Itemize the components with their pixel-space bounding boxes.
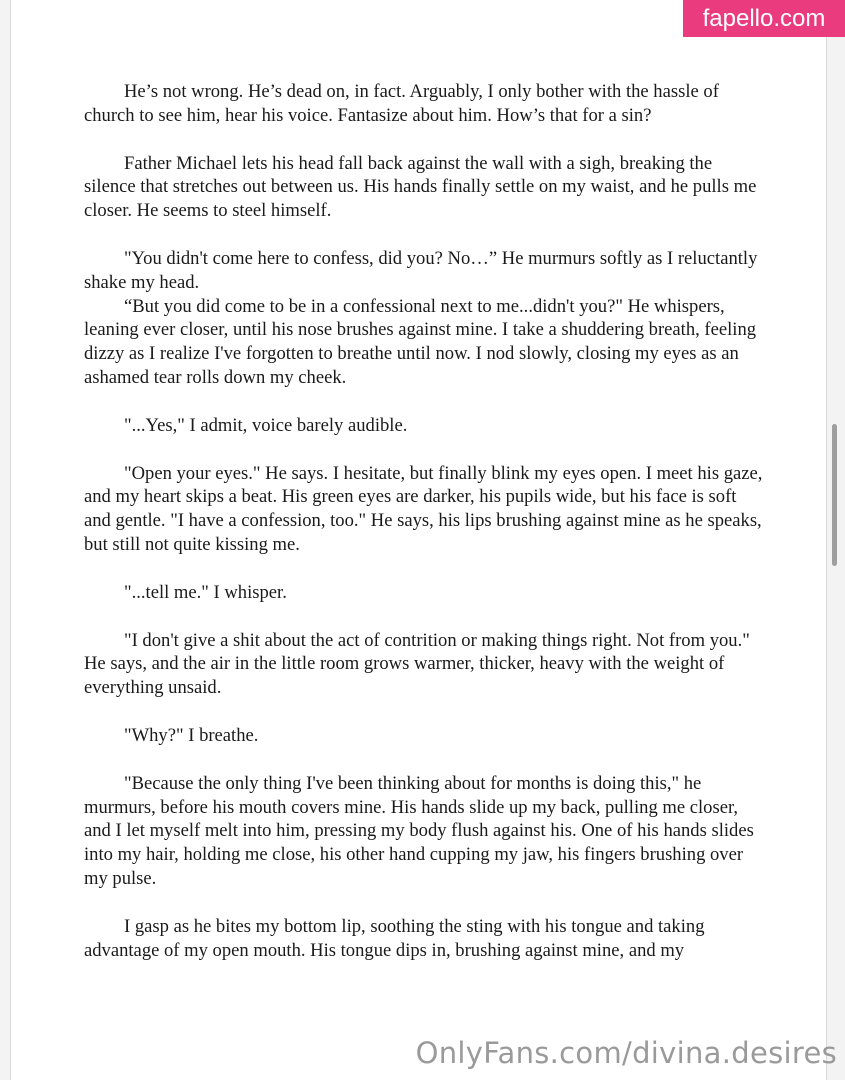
vertical-scrollbar[interactable]	[832, 424, 837, 566]
document-page	[10, 0, 827, 1080]
document-body	[84, 80, 764, 962]
paragraph: I gasp as he bites my bottom lip, soothing the sting with his tongue and taking advantage of my open mouth. His tongue dips in, brushing against mine, and my	[84, 915, 705, 961]
paragraph: He’s not wrong. He’s dead on, in fact. Arguably, I only bother with the hassle of church to see him, hear his voice. Fantasize about him. How’s that for a sin?	[84, 81, 719, 126]
paragraph: "...Yes," I admit, voice barely audible.	[124, 414, 408, 436]
fapello-watermark: fapello.com	[683, 0, 845, 37]
paragraph: Father Michael lets his head fall back against the wall with a sigh, breaking the silence that stretches out between us. His hands finally settle on my waist, and he pulls me closer. He seems to steel himself.	[84, 152, 757, 222]
paragraph: "Why?" I breathe.	[124, 724, 259, 746]
paragraph: "...tell me." I whisper.	[124, 581, 287, 603]
paragraph: "You didn't come here to confess, did you? No…” He murmurs softly as I reluctantly shake my head.	[84, 247, 758, 293]
paragraph: “But you did come to be in a confessional next to me...didn't you?" He whispers, leaning ever closer, until his nose brushes against mine. I take a shuddering breath, feeling dizzy as I realize I've forgotten to breathe until now. I nod slowly, closing my eyes as an ashamed tear rolls down my cheek.	[84, 295, 757, 388]
paragraph: "Because the only thing I've been thinking about for months is doing this," he murmurs, before his mouth covers mine. His hands slide up my back, pulling me closer, and I let myself melt into him, pressing my body flush against his. One of his hands slides into my hair, holding me close, his other hand cupping my jaw, his fingers brushing over my pulse.	[84, 772, 754, 889]
paragraph: "Open your eyes." He says. I hesitate, but finally blink my eyes open. I meet his gaze, and my heart skips a beat. His green eyes are darker, his pupils wide, but his face is soft and gentle. "I have a confession, too." He says, his lips brushing against mine as he speaks, but still not quite kissing me.	[84, 462, 763, 555]
paragraph: "I don't give a shit about the act of contrition or making things right. Not from you." He says, and the air in the little room grows warmer, thicker, heavy with the weight of everything unsaid.	[84, 629, 750, 699]
onlyfans-watermark: OnlyFans.com/divina.desires	[415, 1036, 837, 1070]
